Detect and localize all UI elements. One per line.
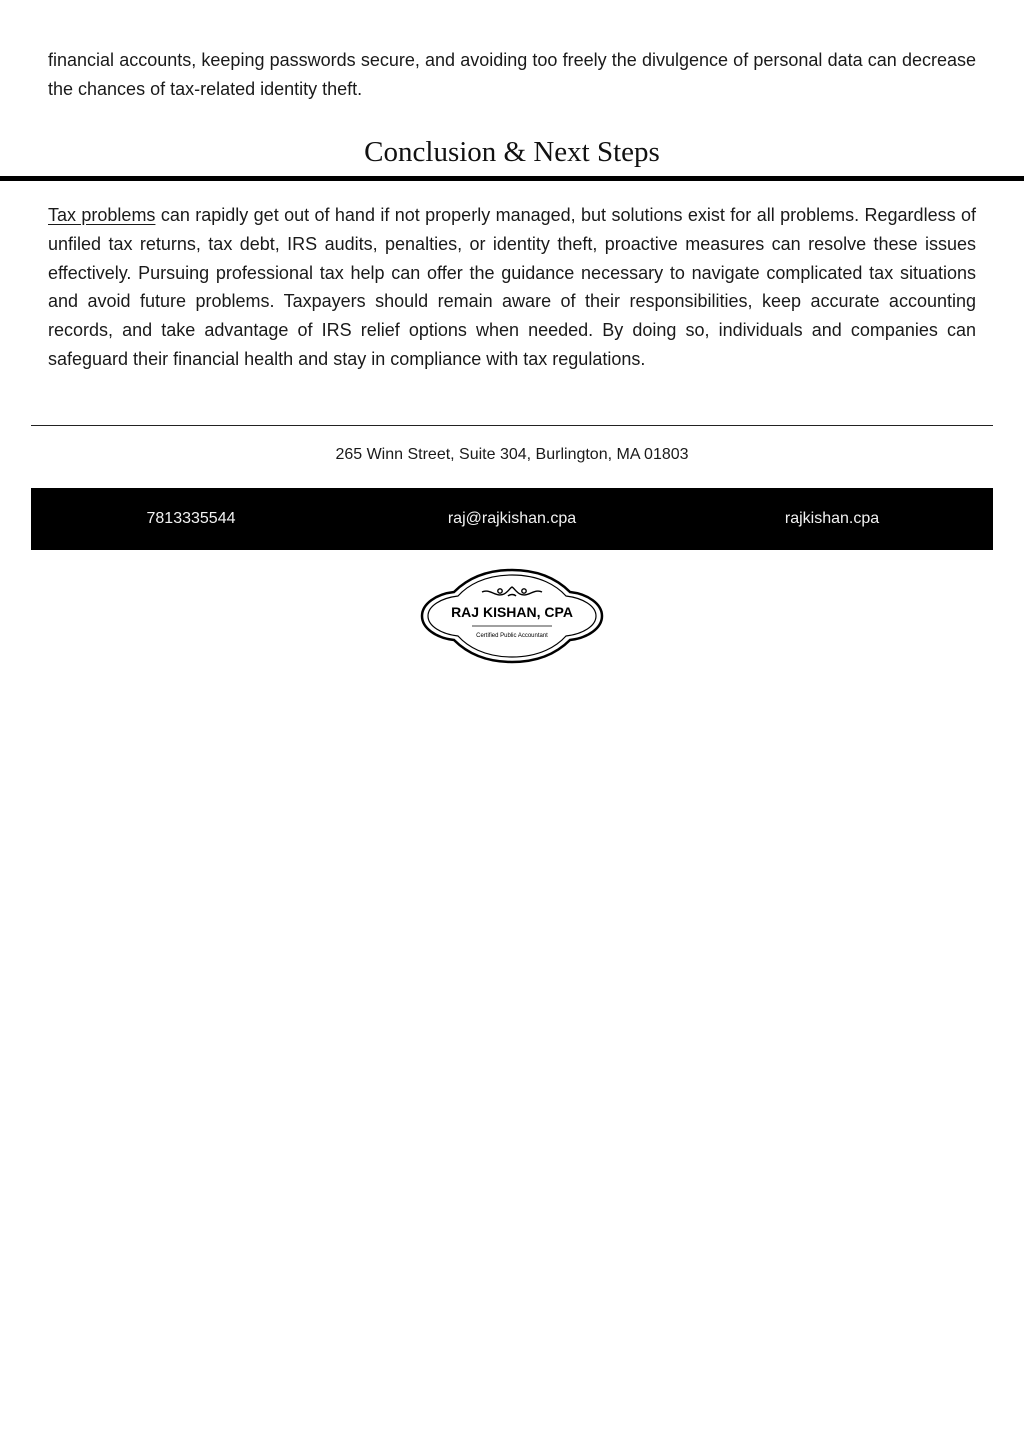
section-heading: Conclusion & Next Steps — [364, 136, 660, 168]
footer-divider — [31, 425, 993, 426]
office-address: 265 Winn Street, Suite 304, Burlington, MA 01803 — [335, 446, 689, 463]
logo-name: RAJ KISHAN, CPA — [451, 604, 573, 620]
conclusion-paragraph — [48, 201, 976, 374]
email-link[interactable]: raj@rajkishan.cpa — [447, 510, 577, 527]
contact-bar — [31, 488, 993, 550]
phone-link[interactable]: 7813335544 — [146, 510, 236, 527]
heading-divider — [0, 176, 1024, 181]
cpa-badge-logo — [420, 568, 604, 664]
intro-paragraph: financial accounts, keeping passwords secure, and avoiding too freely the divulgence of personal data can decrease the chances of tax-related identity theft. — [48, 50, 976, 99]
website-link[interactable]: rajkishan.cpa — [784, 510, 880, 527]
conclusion-body: can rapidly get out of hand if not properly managed, but solutions exist for all problems. Regardless of unfiled tax returns, tax debt, IRS audits, penalties, or identity theft, proactive measures can resolve these issues effectively. Pursuing professional tax help can offer the guidance necessary to navigate complicated tax situations and avoid future problems. Taxpayers should remain aware of their responsibilities, keep accurate accounting records, and take advantage of IRS relief options when needed. By doing so, individuals and companies can safeguard their financial health and stay in compliance with tax regulations. — [48, 205, 976, 369]
tax-problems-link[interactable]: Tax problems — [48, 205, 156, 225]
logo-tagline: Certified Public Accountant — [476, 633, 548, 639]
